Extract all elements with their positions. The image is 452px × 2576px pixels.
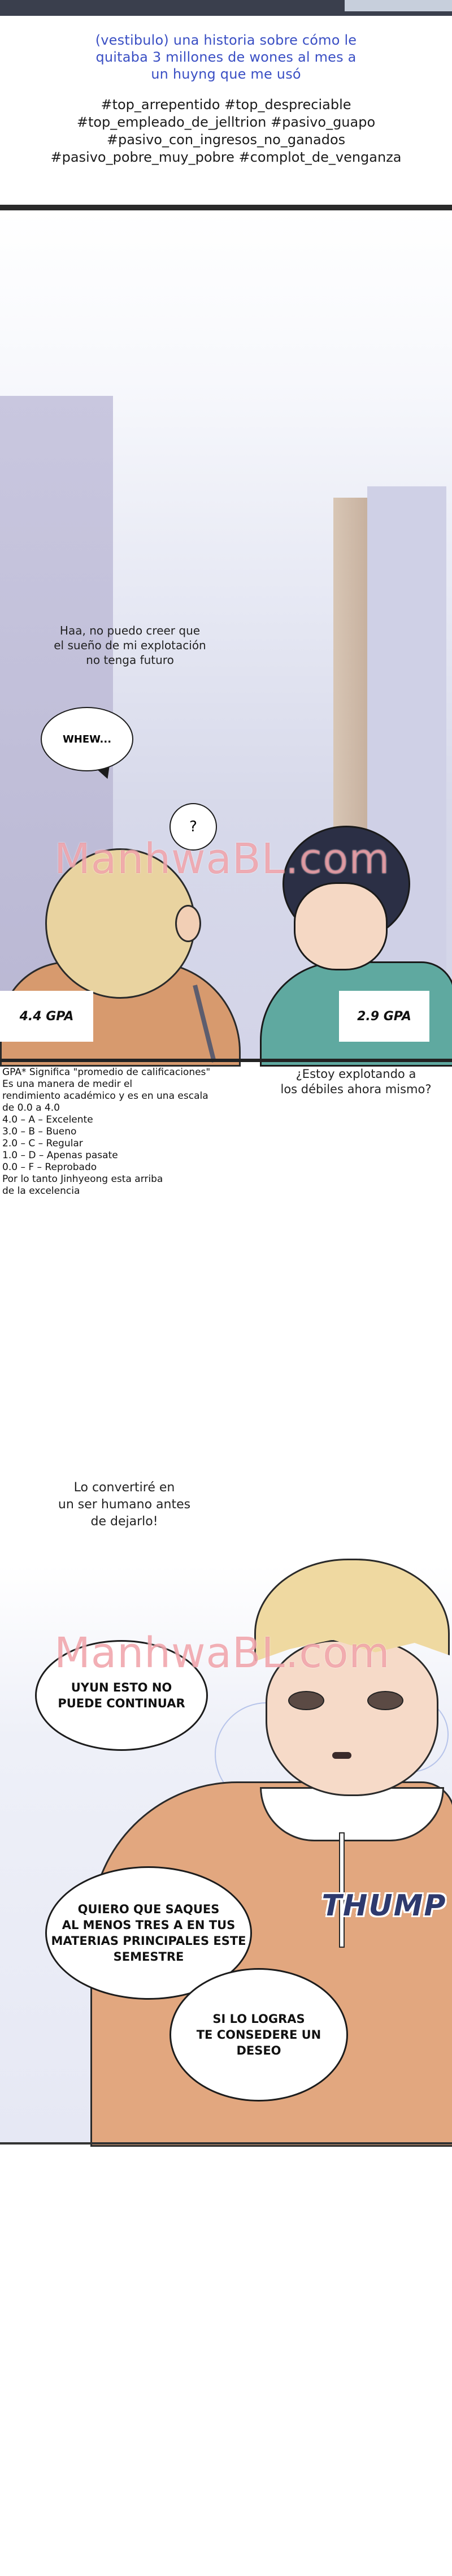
bubble-line: AL MENOS TRES A EN TUS <box>62 1918 236 1932</box>
blond-student-ear <box>175 905 201 942</box>
hashtag-line: #pasivo_pobre_muy_pobre #complot_de_venganza <box>50 149 402 165</box>
speech-bubble-si-lo-logras <box>169 1968 348 2102</box>
inner-monologue <box>34 623 226 667</box>
bubble-line: DESEO <box>236 2044 281 2057</box>
panel-border <box>0 1059 452 1062</box>
narration-line: de dejarlo! <box>90 1514 158 1529</box>
intro-line: un huyng que me usó <box>151 66 301 82</box>
bubble-line: TE CONSEDERE UN <box>196 2028 321 2042</box>
narration-explotando <box>260 1067 452 1097</box>
footnote-line: Es una manera de medir el <box>2 1078 133 1090</box>
boy-right-eye <box>367 1691 403 1710</box>
narration-line: Lo convertiré en <box>73 1481 175 1495</box>
gpa-label-left: 4.4 GPA <box>0 991 93 1042</box>
bubble-line: MATERIAS PRINCIPALES ESTE <box>51 1934 246 1948</box>
whew-text: WHEW... <box>62 733 112 745</box>
gpa-label-right: 2.9 GPA <box>339 991 429 1042</box>
previous-panel-highlight <box>345 0 452 11</box>
thump-sound-effect: THUMP <box>321 1889 447 1923</box>
watermark: ManhwaBL.com <box>54 835 390 883</box>
footnote-line: Por lo tanto Jinhyeong esta arriba <box>2 1173 163 1185</box>
bubble-line: UYUN ESTO NO <box>71 1681 172 1694</box>
question-mark: ? <box>189 818 197 835</box>
monologue-line: no tenga futuro <box>86 653 174 667</box>
boy-left-eye <box>288 1691 324 1710</box>
panel-border <box>0 2142 452 2144</box>
narration-convertire <box>0 1479 249 1530</box>
footnote-line: 2.0 – C – Regular <box>2 1138 83 1149</box>
bubble-line: SEMESTRE <box>113 1950 184 1964</box>
monologue-line: Haa, no puedo creer que <box>59 624 201 637</box>
footnote-line: rendimiento académico y es en una escala <box>2 1090 208 1102</box>
narration-line: un ser humano antes <box>58 1498 191 1512</box>
hashtag-line: #top_empleado_de_jelltrion #pasivo_guapo <box>76 114 376 130</box>
footnote-line: 0.0 – F – Reprobado <box>2 1162 97 1173</box>
intro-line: (vestibulo) una historia sobre cómo le <box>95 32 357 48</box>
watermark: ManhwaBL.com <box>54 1629 390 1677</box>
intro-line: quitaba 3 millones de wones al mes a <box>95 49 357 65</box>
intro-caption <box>0 32 452 166</box>
footnote-line: de la excelencia <box>2 1185 80 1197</box>
bubble-line: QUIERO QUE SAQUES <box>77 1902 220 1916</box>
hashtag-line: #pasivo_con_ingresos_no_ganados <box>106 132 346 148</box>
footnote-line: de 0.0 a 4.0 <box>2 1102 60 1114</box>
panel-divider <box>0 205 452 210</box>
footnote-line: 1.0 – D – Apenas pasate <box>2 1150 118 1161</box>
footnote-line: 3.0 – B – Bueno <box>2 1126 77 1137</box>
hashtag-line: #top_arrepentido #top_despreciable <box>101 97 351 113</box>
monologue-line: el sueño de mi explotación <box>54 638 206 652</box>
boy-mouth <box>332 1752 351 1759</box>
gpa-footnote <box>2 1067 268 1197</box>
narration-line: los débiles ahora mismo? <box>280 1082 432 1096</box>
bubble-line: PUEDE CONTINUAR <box>58 1697 185 1710</box>
dark-haired-student-face <box>294 882 388 970</box>
footnote-line: GPA* Significa "promedio de calificaciones" <box>2 1067 211 1078</box>
bubble-line: SI LO LOGRAS <box>212 2012 305 2026</box>
footnote-line: 4.0 – A – Excelente <box>2 1114 93 1125</box>
whew-bubble <box>41 707 133 771</box>
narration-line: ¿Estoy explotando a <box>295 1067 416 1081</box>
